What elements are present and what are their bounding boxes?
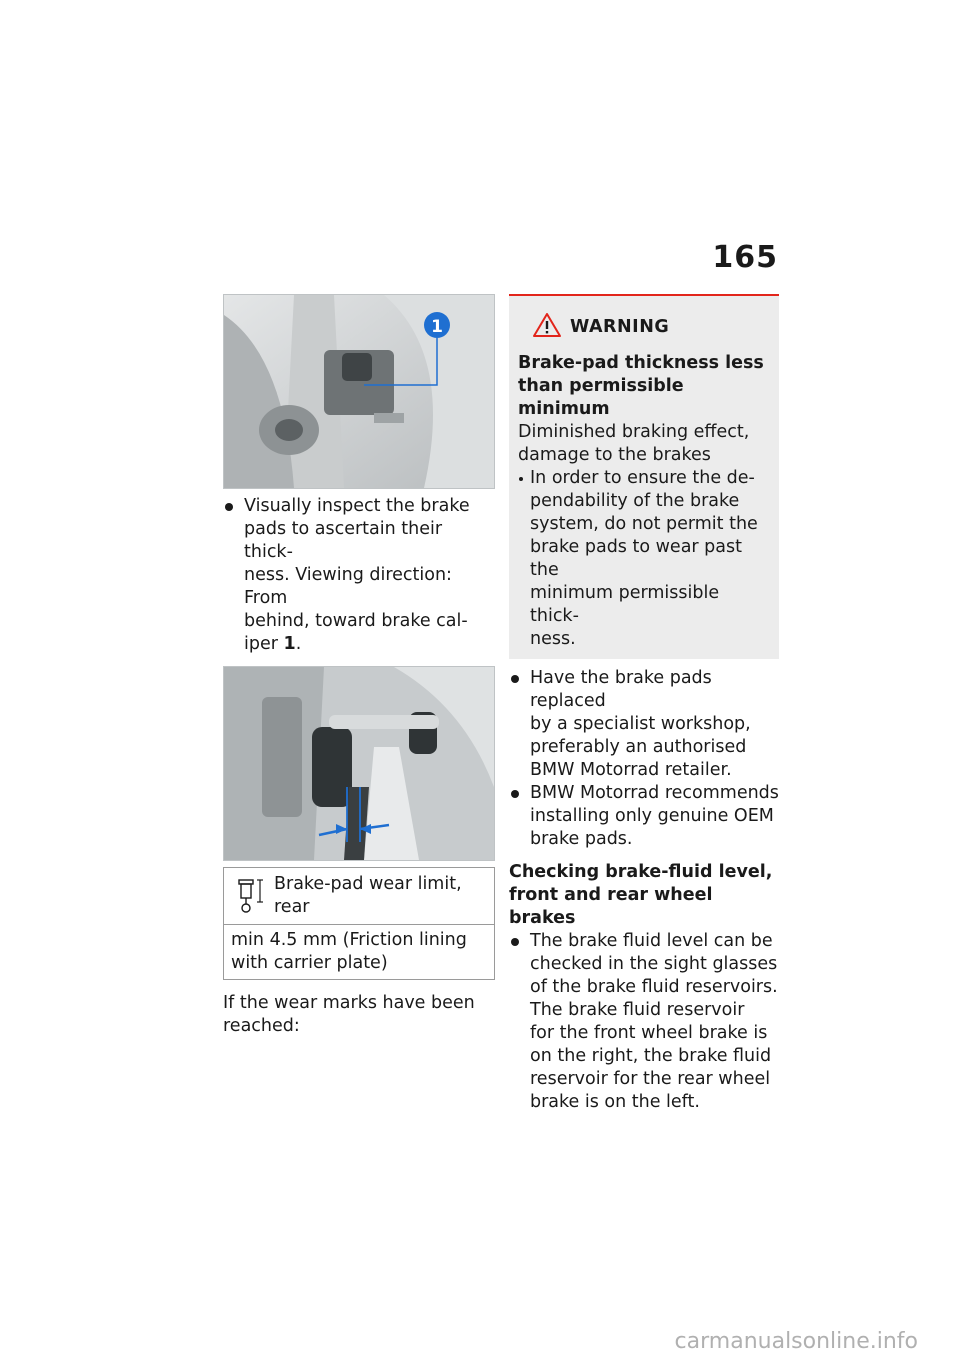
left-column bbox=[223, 294, 493, 1038]
oem-pads-bullet: BMW Motorrad recommends installing only genuine OEM brake pads. bbox=[509, 782, 779, 851]
spec-label: Brake-pad wear limit, rear bbox=[274, 874, 462, 917]
callout-1-label: 1 bbox=[431, 317, 443, 337]
watermark: carmanualsonline.info bbox=[674, 1329, 918, 1354]
fluid-level-bullet: The brake fluid level can be checked in the sight glasses of the brake fluid reservoirs. The brake fluid reservoir for the front wheel brake is on the right, the brake fluid reservoir for the rear wheel brake is on the left. bbox=[509, 930, 779, 1114]
right-column bbox=[509, 294, 779, 1114]
warning-triangle-icon bbox=[532, 312, 562, 342]
wear-marks-text: If the wear marks have been reached: bbox=[223, 993, 475, 1036]
spec-header bbox=[224, 868, 494, 925]
page-number: 165 bbox=[712, 240, 778, 275]
spec-value: min 4.5 mm (Friction lining with carrier plate) bbox=[231, 930, 467, 973]
warning-heading: Brake-pad thickness less than permissible minimum bbox=[518, 353, 764, 419]
replace-pads-bullet: Have the brake pads replaced by a specialist workshop, preferably an authorised BMW Motorrad retailer. bbox=[509, 667, 779, 782]
wear-limit-spec-table bbox=[223, 867, 495, 980]
warning-title: WARNING bbox=[570, 317, 670, 337]
warning-consequence: Diminished braking effect, damage to the brakes bbox=[518, 422, 750, 465]
brake-caliper-figure bbox=[223, 294, 495, 489]
warning-instruction: In order to ensure the de- pendability of the brake system, do not permit the brake pads to wear past the minimum permissible thick- ness. bbox=[518, 467, 771, 651]
warning-header bbox=[532, 312, 771, 342]
section-heading: Checking brake-fluid level, front and rear wheel brakes bbox=[509, 862, 773, 928]
inspect-bullet: Visually inspect the brake pads to ascertain their thick- ness. Viewing direction: From behind, toward brake cal- iper 1. bbox=[223, 495, 493, 656]
brake-pad-thickness-figure bbox=[223, 666, 495, 861]
brake-pad-wear-icon bbox=[236, 876, 266, 920]
warning-box bbox=[509, 294, 779, 659]
